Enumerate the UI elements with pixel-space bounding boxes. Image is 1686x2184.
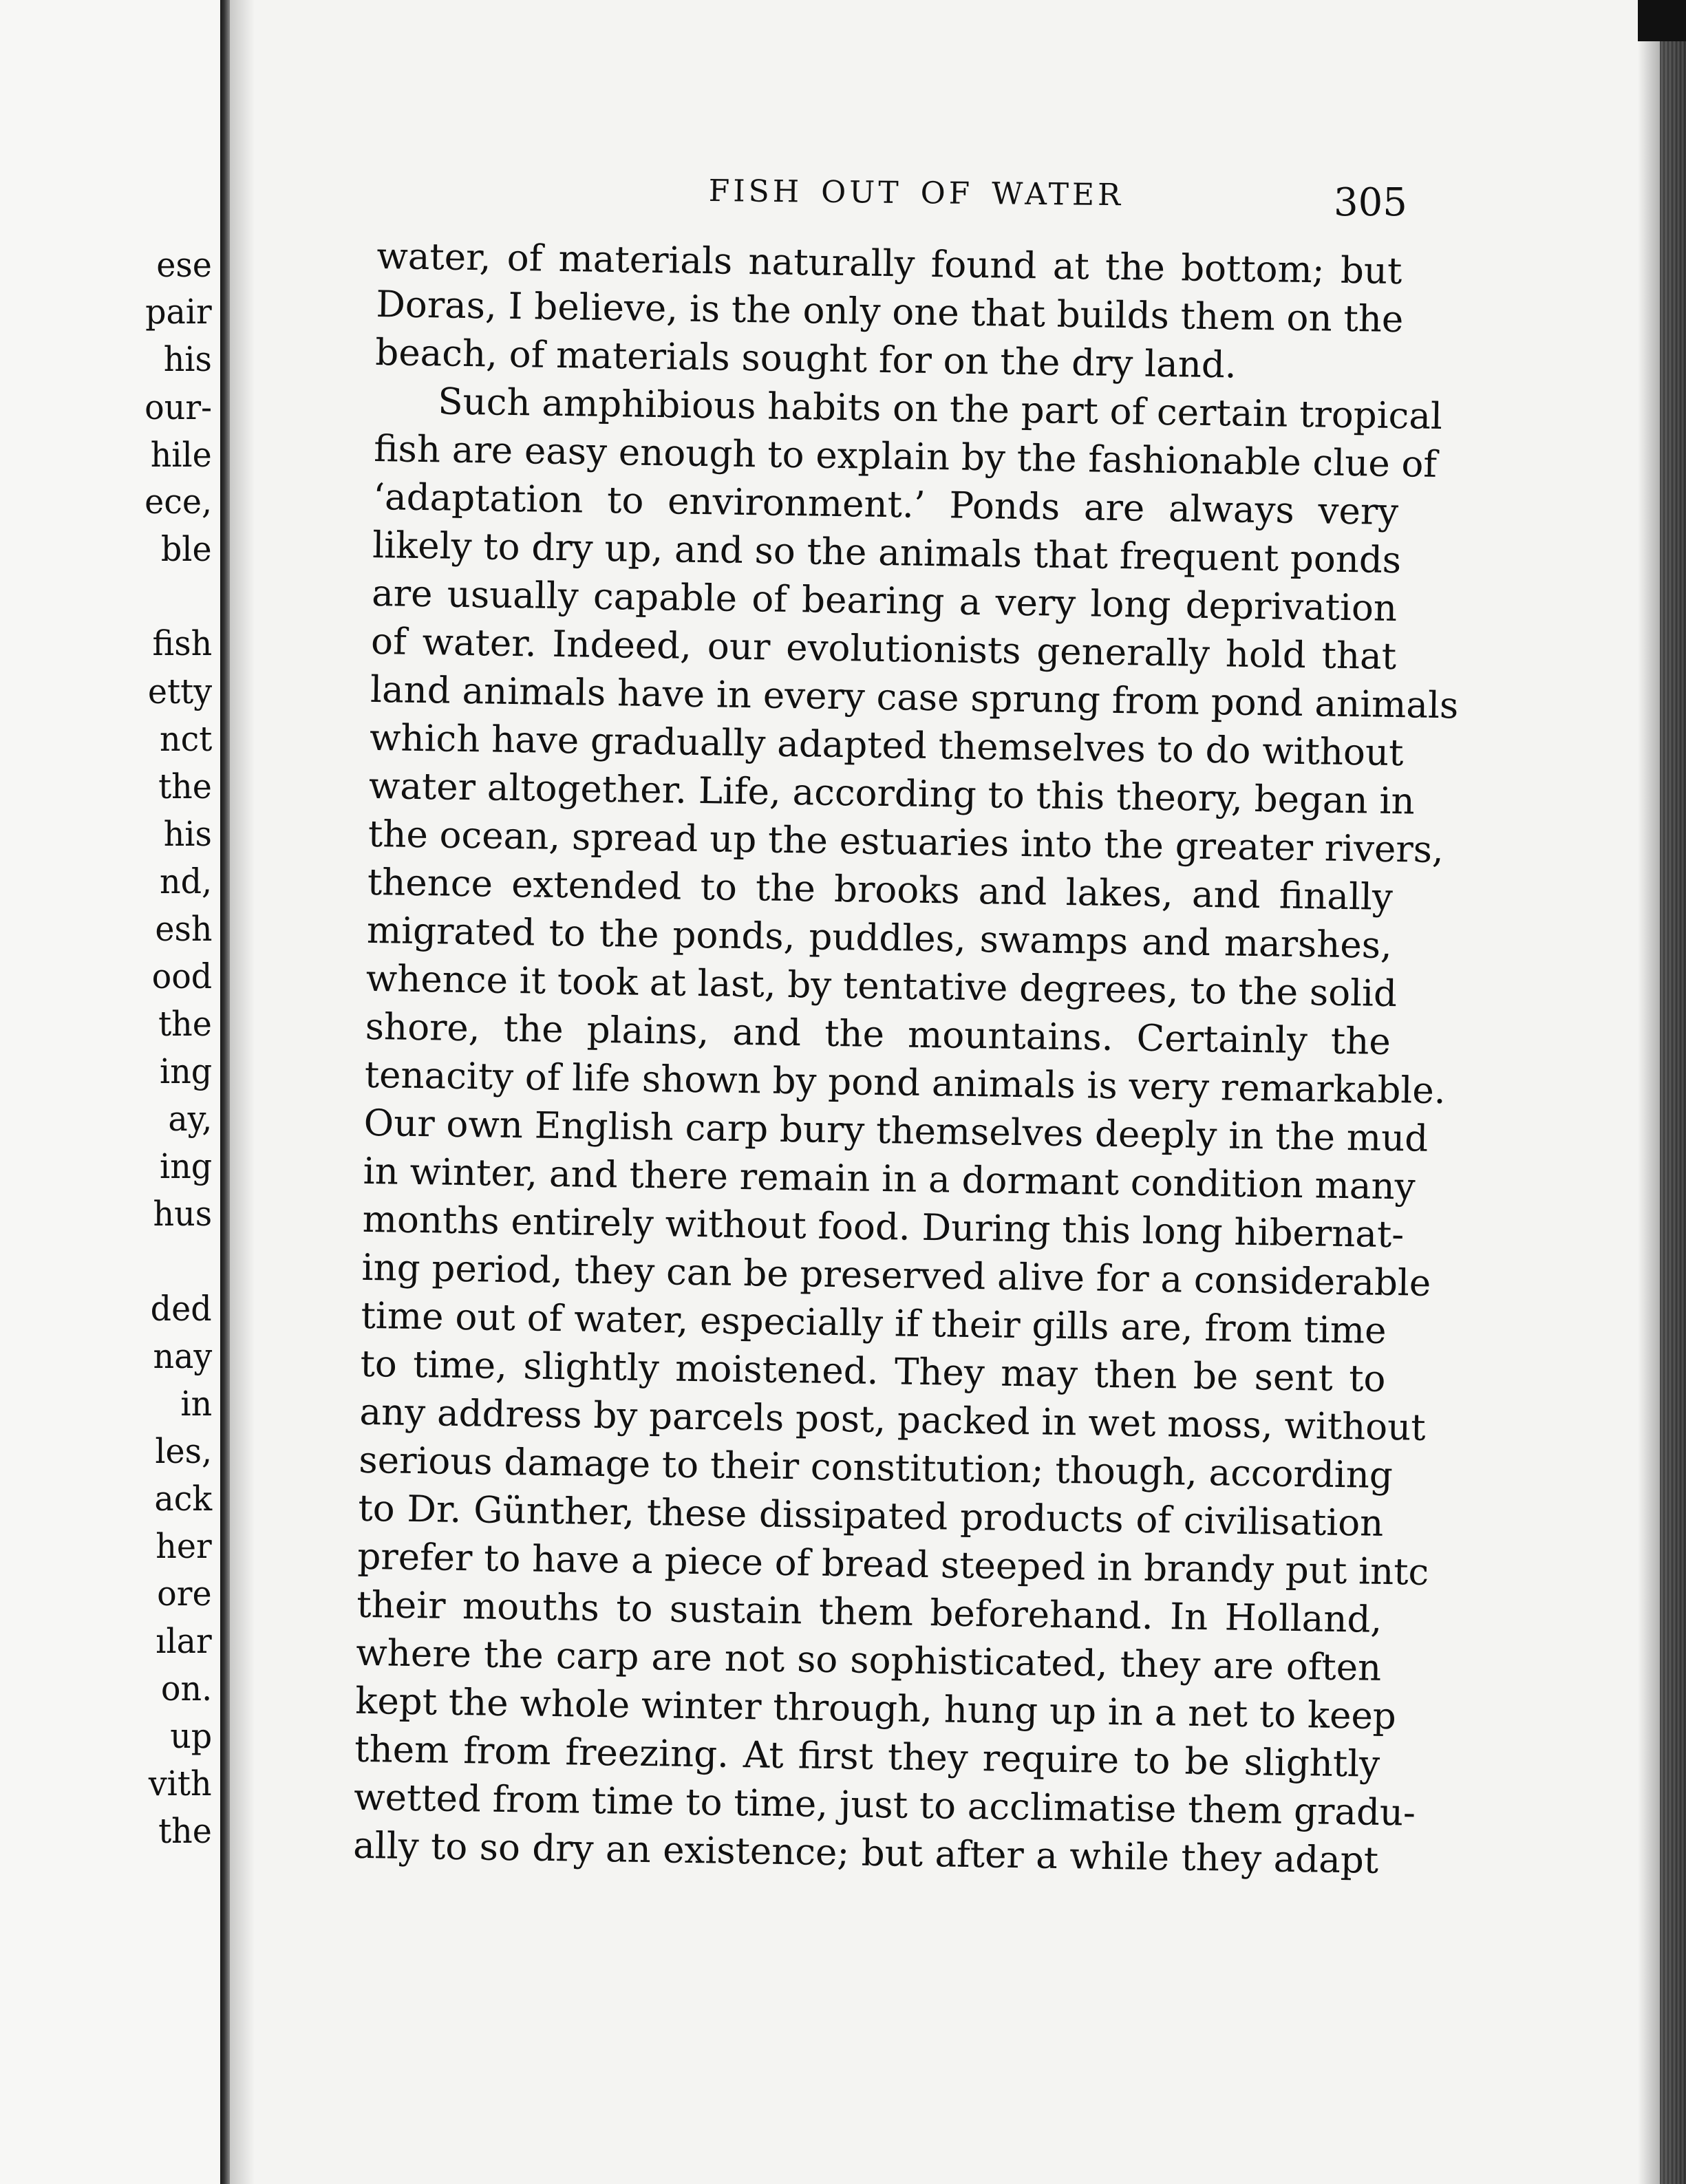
left-page-fragment: nay [153, 1336, 212, 1376]
text-line: the ocean, spread up the estuaries into the greater rivers, [367, 813, 1444, 872]
left-page-fragment: the [158, 1004, 212, 1044]
text-line: serious damage to their constitution; though, according [359, 1439, 1394, 1497]
text-line: Such amphibious habits on the part of certain tropical [437, 381, 1443, 438]
book-gutter [220, 0, 230, 2184]
text-line: are usually capable of bearing a very long deprivation [371, 572, 1398, 630]
text-line: thence extended to the brooks and lakes, and finally [367, 861, 1394, 919]
corner-shadow [1638, 0, 1686, 41]
text-line: Doras, I believe, is the only one that builds them on the [375, 283, 1404, 341]
text-line: any address by parcels post, packed in wet moss, without [359, 1391, 1427, 1449]
left-page-fragment: up [169, 1716, 212, 1756]
left-page-fragment: les, [155, 1431, 212, 1471]
text-line: fish are easy enough to explain by the fashionable clue of [373, 427, 1438, 486]
left-page-fragment: pair [145, 292, 212, 332]
left-page-fragment: nd, [159, 861, 212, 901]
text-line: water altogether. Life, according to this theory, began in [368, 764, 1416, 823]
text-line: beach, of materials sought for on the dry land. [374, 331, 1237, 387]
left-page-fragment: ack [154, 1479, 212, 1519]
text-line: likely to dry up, and so the animals that frequent ponds [372, 524, 1402, 582]
text-line: time out of water, especially if their gills are, from time [361, 1294, 1387, 1352]
left-page-fragment: our- [145, 387, 212, 427]
body-text [352, 233, 1459, 1885]
running-head: FISH OUT OF WATER [708, 173, 1124, 213]
book-page-edges [1660, 0, 1686, 2184]
left-page-fragment: his [163, 814, 212, 854]
text-line: water, of materials naturally found at the bottom; but [376, 235, 1402, 293]
text-line: to time, slightly moistened. They may then be sent to [360, 1342, 1386, 1400]
left-page-fragment: ılar [156, 1621, 212, 1661]
left-page-fragment: his [163, 339, 212, 379]
left-page-fragment: ece, [145, 482, 212, 522]
left-page-fragment: on. [160, 1669, 212, 1709]
left-page-fragment: hus [153, 1194, 212, 1234]
text-line: in winter, and there remain in a dormant condition many [363, 1150, 1416, 1208]
text-line: to Dr. Günther, these dissipated products of civilisation [358, 1487, 1384, 1545]
left-facing-page [0, 0, 219, 2184]
text-line: of water. Indeed, our evolutionists generally hold that [370, 620, 1397, 678]
text-line: which have gradually adapted themselves to do without [369, 716, 1404, 775]
text-line: tenacity of life shown by pond animals is very remarkable. [364, 1053, 1447, 1113]
left-page-fragment: vith [149, 1764, 212, 1803]
text-line: ally to so dry an existence; but after a while they adapt [352, 1824, 1379, 1882]
left-page-fragment: ing [159, 1051, 212, 1091]
text-line: their mouths to sustain them beforehand. In Holland, [356, 1583, 1383, 1641]
left-page-fragment: ded [151, 1289, 212, 1329]
text-line: wetted from time to time, just to acclimatise them gradu- [353, 1776, 1416, 1834]
page-number: 305 [1334, 180, 1407, 225]
text-line: kept the whole winter through, hung up in a net to keep [354, 1680, 1397, 1738]
text-line: ‘adaptation to environment.’ Ponds are always very [372, 475, 1399, 534]
text-line: months entirely without food. During this long hibernat- [362, 1198, 1405, 1256]
left-page-fragment: ble [161, 529, 212, 569]
left-page-fragment: ay, [168, 1099, 212, 1139]
text-line: migrated to the ponds, puddles, swamps and marshes, [366, 909, 1393, 967]
left-page-fragment: esh [154, 909, 212, 949]
text-line: prefer to have a piece of bread steeped in brandy put intc [356, 1535, 1429, 1594]
text-line: them from freezing. At first they require to be slightly [354, 1728, 1380, 1786]
text-line: where the carp are not so sophisticated, they are often [355, 1631, 1382, 1689]
left-page-fragment: hile [150, 435, 212, 475]
left-page-fragment: the [158, 1811, 212, 1851]
left-page-fragment: nct [159, 719, 212, 759]
gutter-shadow [230, 0, 255, 2184]
left-page-fragment: ore [157, 1574, 212, 1614]
left-page-fragment: her [156, 1526, 212, 1566]
left-page-fragment: in [180, 1384, 212, 1424]
left-page-fragment: ese [156, 245, 212, 285]
text-line: Our own English carp bury themselves deeply in the mud [363, 1102, 1429, 1160]
text-line: whence it took at last, by tentative degrees, to the solid [365, 957, 1398, 1016]
left-page-fragment: ood [151, 956, 212, 996]
left-page-fragment: fish [152, 623, 212, 663]
text-line: ing period, they can be preserved alive for a considerable [361, 1246, 1431, 1305]
left-page-fragment: ing [159, 1146, 212, 1186]
left-page-fragment: etty [147, 672, 212, 711]
text-line: land animals have in every case sprung from pond animals [370, 668, 1459, 727]
left-page-fragment: the [158, 767, 212, 806]
text-line: shore, the plains, and the mountains. Certainly the [365, 1005, 1391, 1063]
